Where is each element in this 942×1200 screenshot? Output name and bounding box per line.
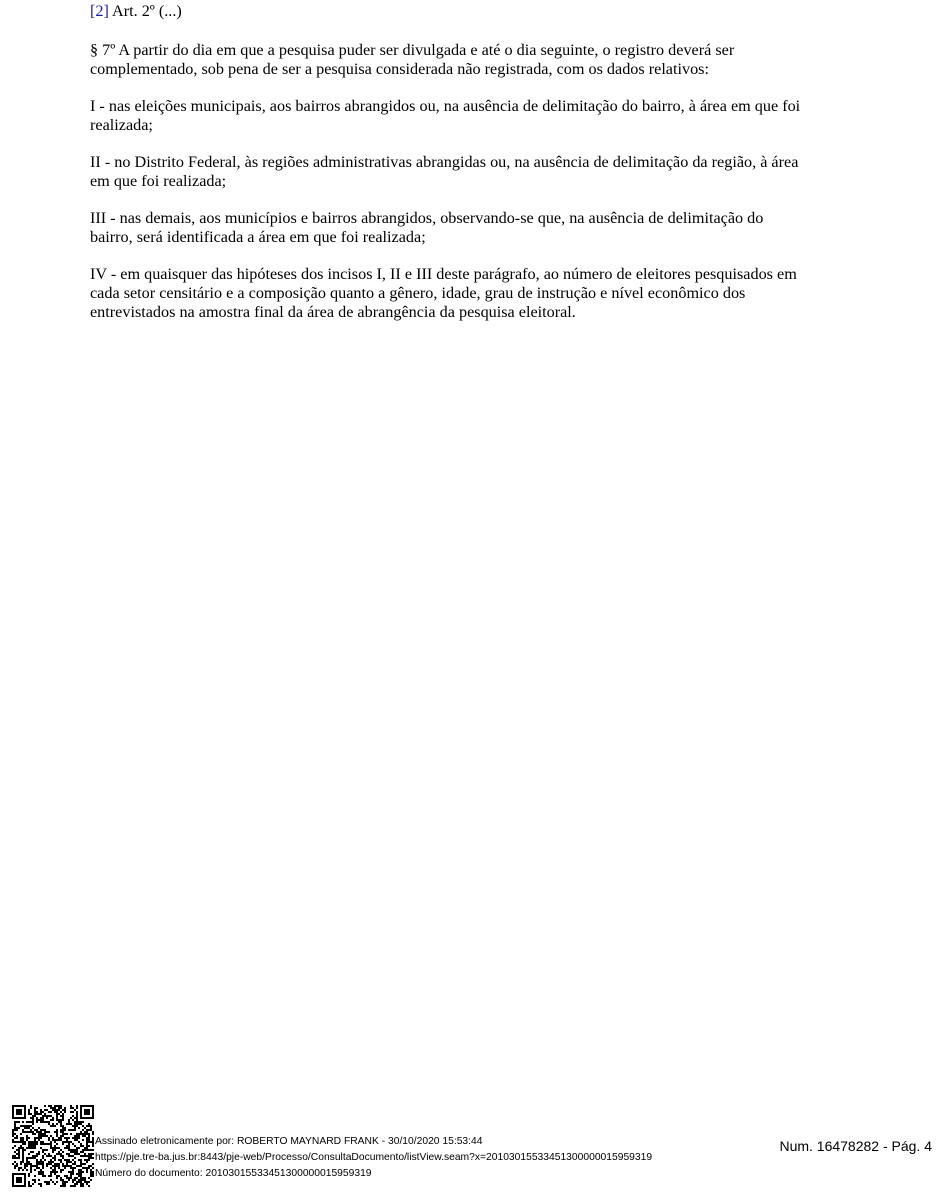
footnote-text: Art. 2º (...) xyxy=(108,2,182,20)
footnote-ref-link[interactable]: [2] xyxy=(90,2,109,20)
paragraph-item-iii: III - nas demais, aos municípios e bairros abrangidos, observando-se que, na ausência de delimitação do bairro, será identificada a área em que foi realizada; xyxy=(90,209,764,246)
document-number-text: Número do documento: 20103015533451300000015959319 xyxy=(95,1168,372,1179)
page-number: Num. 16478282 - Pág. 4 xyxy=(779,1138,932,1154)
document-body xyxy=(90,0,810,322)
footnote-line xyxy=(90,2,810,21)
paragraph-section-7: § 7º A partir do dia em que a pesquisa puder ser divulgada e até o dia seguinte, o registro deverá ser complementado, sob pena de ser a pesquisa considerada não registrada, com os dados relativos: xyxy=(90,41,735,78)
paragraph-item-i: I - nas eleições municipais, aos bairros abrangidos ou, na ausência de delimitação do bairro, à área em que foi realizada; xyxy=(90,97,801,134)
document-url-text: https://pje.tre-ba.jus.br:8443/pje-web/Processo/ConsultaDocumento/listView.seam?x=20103015533451300000015959319 xyxy=(95,1152,653,1163)
paragraph-item-iv: IV - em quaisquer das hipóteses dos incisos I, II e III deste parágrafo, ao número de eleitores pesquisados em cada setor censitário e a composição quanto a gênero, idade, grau de instrução e nível econômico dos entrevistados na amostra final da área de abrangência da pesquisa eleitoral. xyxy=(90,265,797,321)
qr-code-icon xyxy=(12,1105,94,1187)
paragraph-item-ii: II - no Distrito Federal, às regiões administrativas abrangidas ou, na ausência de delimitação da região, à área em que foi realizada; xyxy=(90,153,799,190)
signed-by-text: Assinado eletronicamente por: ROBERTO MAYNARD FRANK - 30/10/2020 15:53:44 xyxy=(95,1136,483,1147)
signature-block xyxy=(95,1134,652,1182)
